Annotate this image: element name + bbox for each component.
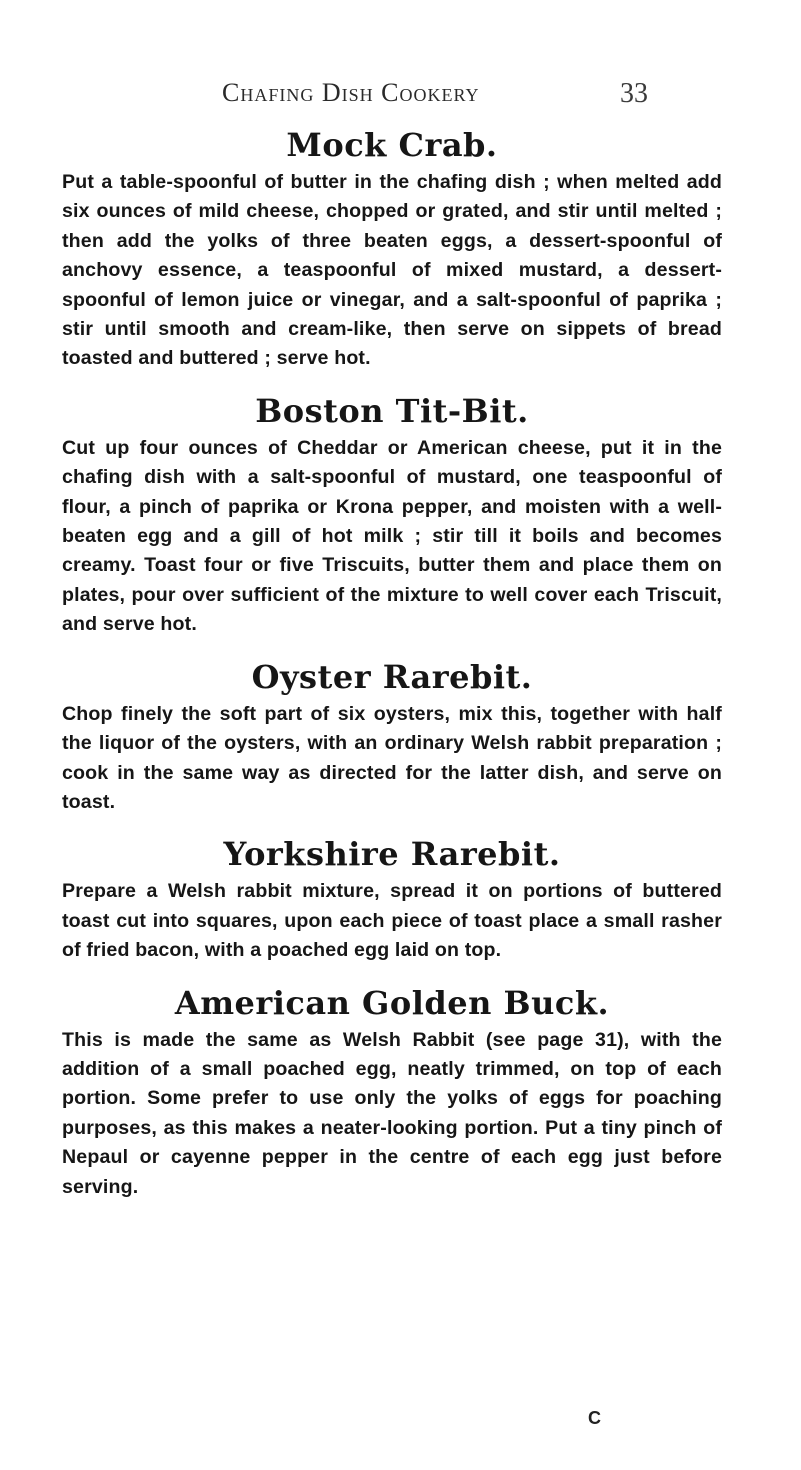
recipe-american-golden-buck bbox=[62, 980, 722, 1202]
recipe-title: Yorkshire Rarebit. bbox=[223, 835, 561, 874]
running-title: Chafing Dish Cookery bbox=[222, 78, 480, 107]
running-head bbox=[222, 78, 782, 118]
recipe-mock-crab bbox=[62, 122, 722, 374]
recipe-body: This is made the same as Welsh Rabbit (see page 31), with the addition of a small poached egg, neatly trimmed, on top of each portion. Some prefer to use only the yolks of eggs for poaching purposes, as this makes a neater-looking portion. Put a tiny pinch of Nepaul or cayenne pepper in the centre of each egg just before serving. bbox=[62, 1028, 722, 1198]
recipe-title: Boston Tit-Bit. bbox=[255, 391, 529, 430]
recipe-yorkshire-rarebit bbox=[62, 831, 722, 965]
recipe-body: Chop finely the soft part of six oysters, mix this, together with half the liquor of the oysters, with an ordinary Welsh rabbit preparation ; cook in the same way as directed for the latter dish, and serve on toast. bbox=[62, 702, 722, 813]
recipe-oyster-rarebit bbox=[62, 654, 722, 818]
page-content bbox=[62, 122, 722, 1202]
recipe-title: Oyster Rarebit. bbox=[251, 657, 533, 696]
recipe-title: Mock Crab. bbox=[286, 126, 498, 164]
recipe-title: American Golden Buck. bbox=[174, 983, 610, 1022]
page-number: 33 bbox=[620, 78, 648, 109]
recipe-body: Put a table-spoonful of butter in the chafing dish ; when melted add six ounces of mild cheese, chopped or grated, and stir until melted ; then add the yolks of three beaten eggs, a dessert-spoonful of anchovy essence, a teaspoonful of mixed mustard, a dessert-spoonful of lemon juice or vinegar, and a salt-spoonful of paprika ; stir until smooth and cream-like, then serve on sippets of bread toasted and buttered ; serve hot. bbox=[62, 171, 722, 370]
recipe-body: Prepare a Welsh rabbit mixture, spread it on portions of buttered toast cut into squares, upon each piece of toast place a small rasher of fried bacon, with a poached egg laid on top. bbox=[62, 880, 722, 962]
signature-mark: C bbox=[588, 1408, 601, 1428]
recipe-body: Cut up four ounces of Cheddar or American cheese, put it in the chafing dish with a salt-spoonful of mustard, one teaspoonful of flour, a pinch of paprika or Krona pepper, and moisten with a well-beaten egg and a gill of hot milk ; stir till it boils and becomes creamy. Toast four or five Triscuits, butter them and place them on plates, pour over sufficient of the mixture to well cover each Triscuit, and serve hot. bbox=[62, 436, 722, 636]
recipe-boston-tit-bit bbox=[62, 388, 722, 640]
